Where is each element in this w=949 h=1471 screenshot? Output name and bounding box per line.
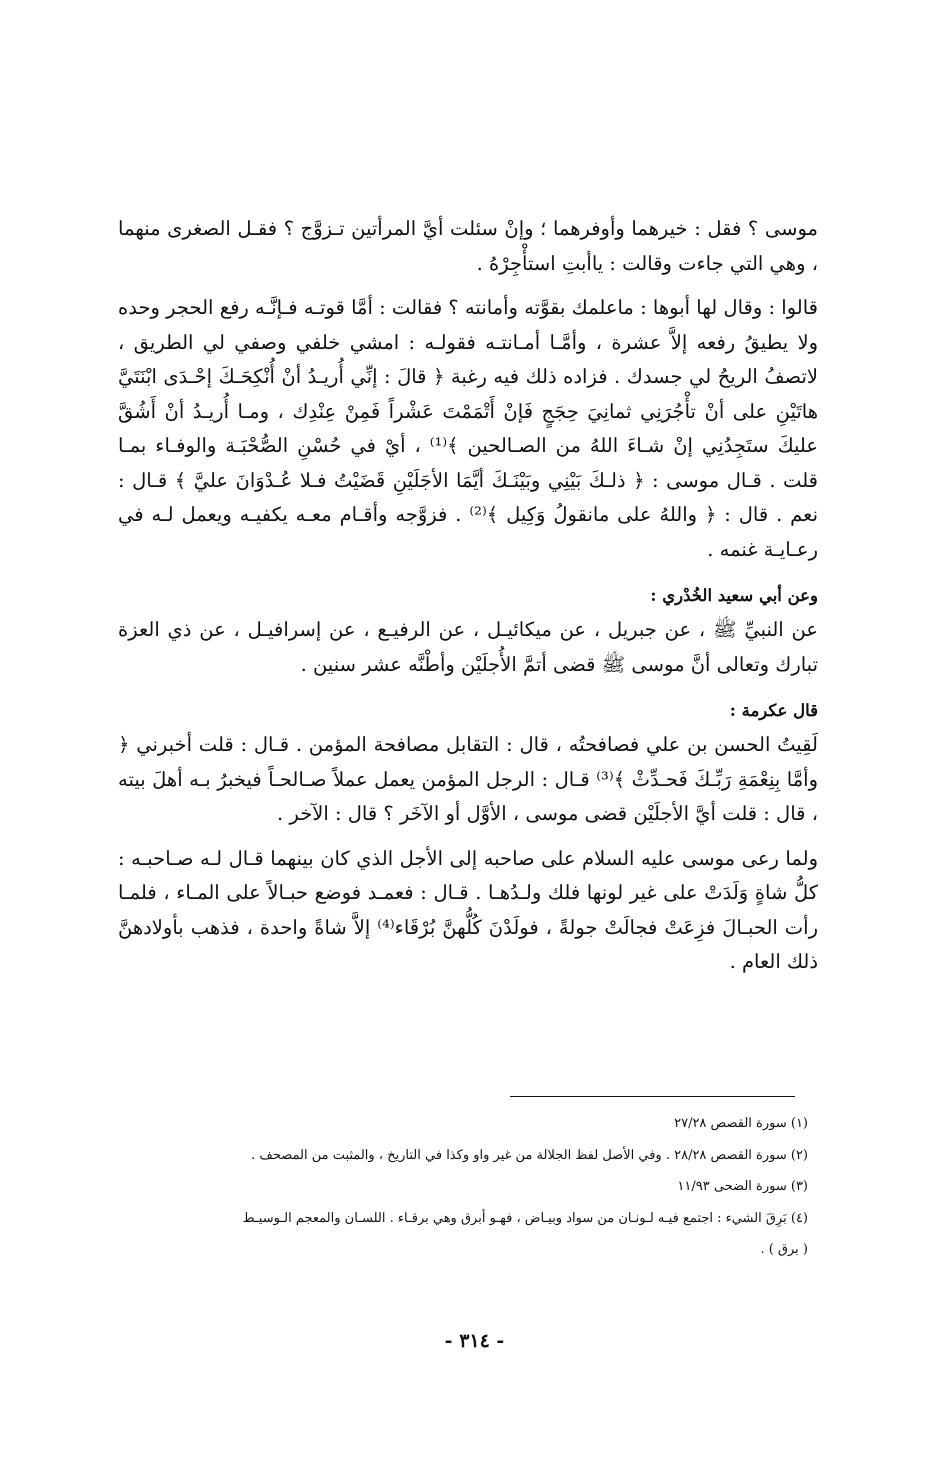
paragraph-khudri: عن النبيِّ ﷺ ، عن جبريل ، عن ميكائيـل ، عن الرفيـع ، عن إسرافيـل ، عن ذي العزة تبارك وتعالى أنَّ موسى ﷺ قضى أتمَّ الأُجلَيْن وأطْنَّه عشر سنين . xyxy=(118,618,818,676)
footnote-2: (٢) سورة القصص ٢٨/٢٨ . وفي الأصل لفظ الجلالة من غير واو وكذا في التاريخ ، والمثبت من المصحف . xyxy=(251,1147,808,1163)
footnote-4: (٤) بَرِقَ الشيء : اجتمع فيـه لـونـان من سواد وبيـاض ، فهـو أبرق وهي برقـاء . اللسـان والمعجم الـوسيـط xyxy=(242,1210,808,1226)
page-number: - ٣١٤ - xyxy=(444,1330,505,1352)
paragraph-2: قالوا : وقال لها أبوها : ماعلمك بقوَّته وأمانته ؟ فقالت : أمَّا قوتـه فـإنَّـه رفع الحجر وحده ولا يطيقُ رفعه إلاَّ عشرة ، وأمَّـا أمـانتـه فقولـه : امشي خلفي وصفي لي الطريق ، لاتصفُ الريحُ لي جسدك . فزاده ذلك فيه رغبة ﴿ قالَ : إنِّي أُريـدُ أنْ أُنْكِحَـكَ إحْـدَى ابْنَتَيَّ هاتَيْنِ على أنْ تأْجُرَنِي ثمانِيَ حِجَجٍ فَإنْ أَتْمَمْتَ عَشْراً فَمِنْ عِنْدِك ، ومـا أُريـدُ أنْ أَشُقَّ عليكَ ستَجِدُنِي إنْ شـاءَ اللهُ من الصـالحين ﴾⁽¹⁾ ، أيْ في حُسْنِ الصُّحْبَـة والوفـاء بمـا قلت . قـال موسى : ﴿ ذلـكَ بَيْنِي وبَيْنَـكَ أيَّمَا الأجَلَيْنِ قَضَيْتُ فـلا عُـدْوَانَ عليَّ ﴾ قـال : نعم . قال : ﴿ واللهُ على مانقولُ وَكِيل ﴾⁽²⁾ . فزوَّجه وأقـام معـه يكفيـه ويعمل لـه في رعـايـة غنمه . xyxy=(118,296,818,561)
footnote-divider xyxy=(510,1096,795,1097)
paragraph-1: موسى ؟ فقل : خيرهما وأوفرهما ؛ وإنْ سئلت أيَّ المرأتين تـزوَّج ؟ فقـل الصغرى منهما ، وهي التي جاءت وقالت : ياأبتِ استأْجِرْهُ . xyxy=(118,217,818,275)
footnote-3: (٣) سورة الضحى ١١/٩٣ xyxy=(677,1179,808,1194)
heading-khudri: وعن أبي سعيد الخُدْري : xyxy=(650,586,818,605)
paragraph-last: ولما رعى موسى عليه السلام على صاحبه إلى الأجل الذي كان بينهما قـال لـه صـاحبـه : كلُّ شاةٍ وَلَدَتْ على غير لونها فلك ولـدُهـا . قـال : فعمـد فوضع حبـالاً على المـاء ، فلمـا رأت الحبـالَ فزِعَتْ فجالَتْ جولةً ، فولَدْنَ كُلُّهنَّ بُرْقَاء⁽⁴⁾ إلاَّ شاةً واحدة ، فذهب بأولادهنَّ ذلك العام . xyxy=(118,846,818,973)
footnotes xyxy=(118,1108,808,1266)
paragraph-ikrima: لَقِيتُ الحسن بن علي فصافحتُه ، قال : التقابل مصافحة المؤمن . قـال : قلت أخبرني ﴿ وأمَّا بِنِعْمَةِ رَبِّـكَ فَحـدِّثْ ﴾⁽³⁾ قـال : الرجل المؤمن يعمل عملاً صـالحـاً فيخبرُ بـه أهلَ بيته ، قال : قلت أيَّ الأجلَيْن قضى موسى ، الأوَّل أو الآخَر ؟ قال : الآخر . xyxy=(118,733,818,825)
main-text xyxy=(118,212,818,980)
footnote-4-continued: ( برق ) . xyxy=(760,1242,808,1257)
footnote-1: (١) سورة القصص ٢٧/٢٨ xyxy=(674,1116,808,1131)
heading-ikrima: قال عكرمة : xyxy=(729,701,818,720)
